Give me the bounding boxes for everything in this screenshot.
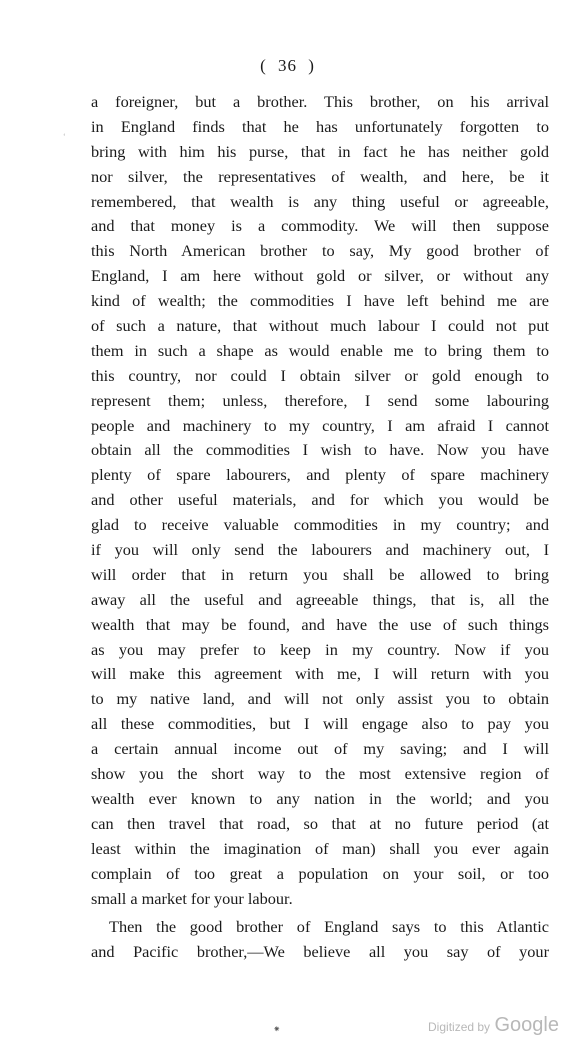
digitized-watermark	[428, 1014, 559, 1037]
text-line: and Pacific brother,—We believe all you say of your	[91, 942, 549, 962]
text-line: people and machinery to my country, I am afraid I cannot	[91, 415, 549, 435]
margin-speck: ‘	[63, 132, 66, 141]
text-line: kind of wealth; the commodities I have left behind me are	[91, 291, 549, 311]
text-line: all these commodities, but I will engage also to pay you	[91, 714, 549, 734]
text-line: wealth ever known to any nation in the world; and you	[91, 788, 549, 808]
text-line: away all the useful and agreeable things, that is, all the	[91, 589, 549, 609]
printer-mark: ⁕	[273, 1024, 281, 1034]
text-line: and other useful materials, and for which you would be	[91, 490, 549, 510]
body-text	[91, 90, 549, 965]
text-line: wealth that may be found, and have the use of such things	[91, 614, 549, 634]
paragraph	[91, 915, 549, 965]
text-line: will order that in return you shall be allowed to bring	[91, 564, 549, 584]
text-line: plenty of spare labourers, and plenty of spare machinery	[91, 465, 549, 485]
text-line: complain of too great a population on your soil, or too	[91, 863, 549, 883]
text-line: least within the imagination of man) shall you ever again	[91, 838, 549, 858]
text-line: show you the short way to the most extensive region of	[91, 764, 549, 784]
text-line: small a market for your labour.	[91, 888, 293, 908]
text-line: to my native land, and will not only assist you to obtain	[91, 689, 549, 709]
text-line: and that money is a commodity. We will then suppose	[91, 216, 549, 236]
text-line: glad to receive valuable commodities in my country; and	[91, 515, 549, 535]
page-number: ( 36 )	[260, 56, 315, 75]
text-line: this country, nor could I obtain silver or gold enough to	[91, 365, 549, 385]
text-line: a certain annual income out of my saving; and I will	[91, 739, 549, 759]
text-line: remembered, that wealth is any thing useful or agreeable,	[91, 191, 549, 211]
text-line: England, I am here without gold or silver, or without any	[91, 266, 549, 286]
text-line: can then travel that road, so that at no future period (at	[91, 813, 549, 833]
text-line: of such a nature, that without much labour I could not put	[91, 316, 549, 336]
google-logo-text: Google	[494, 1014, 559, 1036]
text-line: this North American brother to say, My good brother of	[91, 241, 549, 261]
text-line: in England finds that he has unfortunately forgotten to	[91, 116, 549, 136]
text-line: will make this agreement with me, I will return with you	[91, 664, 549, 684]
text-line: nor silver, the representatives of wealth, and here, be it	[91, 166, 549, 186]
watermark-prefix: Digitized by	[428, 1020, 491, 1034]
text-line: them in such a shape as would enable me to bring them to	[91, 340, 549, 360]
text-line: if you will only send the labourers and machinery out, I	[91, 540, 549, 560]
text-line: Then the good brother of England says to this Atlantic	[109, 917, 549, 937]
text-line: a foreigner, but a brother. This brother, on his arrival	[91, 92, 549, 111]
text-line: represent them; unless, therefore, I send some labouring	[91, 390, 549, 410]
text-line: as you may prefer to keep in my country. Now if you	[91, 639, 549, 659]
paragraph	[91, 90, 549, 911]
text-line: obtain all the commodities I wish to have. Now you have	[91, 440, 549, 460]
text-line: bring with him his purse, that in fact he has neither gold	[91, 141, 549, 161]
